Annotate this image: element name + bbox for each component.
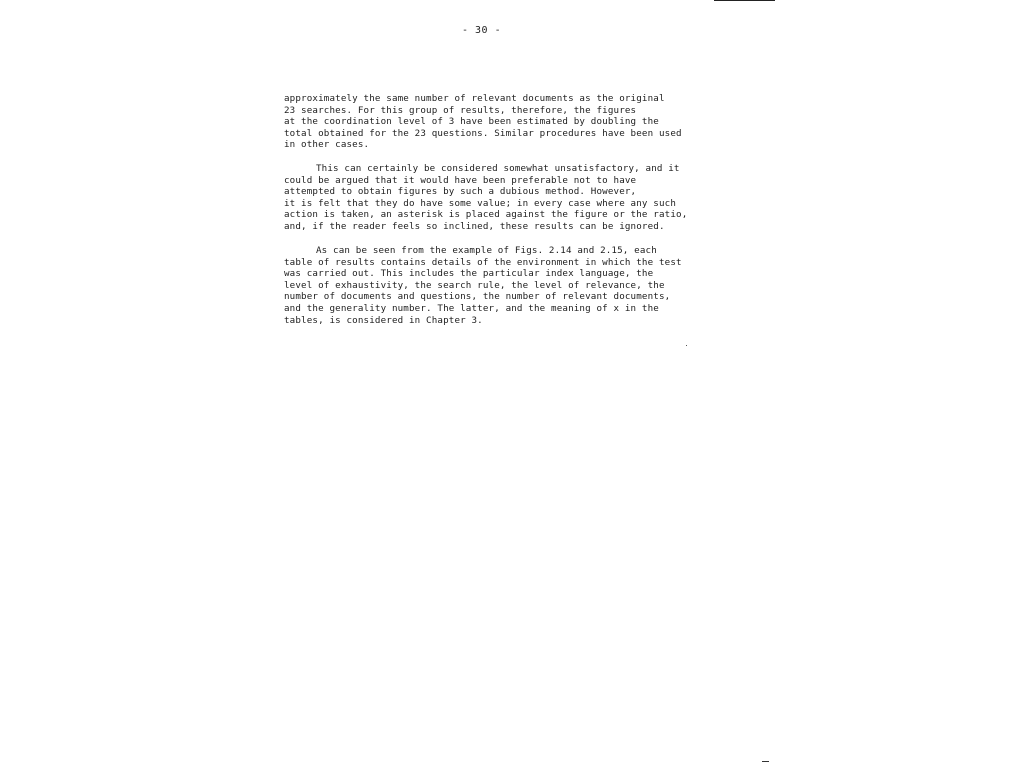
text-line: This can certainly be considered somewhat unsatisfactory, and it: [316, 163, 680, 174]
text-line: 23 searches. For this group of results, therefore, the figures: [284, 104, 637, 116]
text-line: table of results contains details of the environment in which the test: [284, 256, 682, 268]
text-line: number of documents and questions, the number of relevant documents,: [284, 291, 671, 303]
text-line: was carried out. This includes the particular index language, the: [284, 268, 654, 280]
text-line: in other cases.: [284, 139, 370, 151]
paragraph-1: [284, 93, 684, 151]
text-line: and the generality number. The latter, and the meaning of x in the: [284, 302, 659, 314]
text-line: tables, is considered in Chapter 3.: [284, 314, 483, 326]
text-line: As can be seen from the example of Figs. 2.14 and 2.15, each: [316, 245, 657, 256]
text-line: it is felt that they do have some value; in every case where any such: [284, 197, 677, 209]
text-line: approximately the same number of relevant documents as the original: [284, 93, 665, 104]
text-line: at the coordination level of 3 have been estimated by doubling the: [284, 116, 659, 128]
text-line: total obtained for the 23 questions. Similar procedures have been used: [284, 127, 682, 139]
paragraph-3: [284, 245, 684, 326]
top-rule: [714, 0, 775, 1]
text-line: level of exhaustivity, the search rule, the level of relevance, the: [284, 279, 665, 291]
scan-speck: [686, 345, 687, 346]
paragraph-2: [284, 163, 688, 233]
page-number: - 30 -: [462, 25, 502, 36]
text-line: could be argued that it would have been preferable not to have: [284, 174, 637, 186]
text-line: action is taken, an asterisk is placed against the figure or the ratio,: [284, 209, 688, 221]
text-line: attempted to obtain figures by such a dubious method. However,: [284, 186, 637, 198]
corner-mark: [762, 761, 769, 762]
text-line: and, if the reader feels so inclined, these results can be ignored.: [284, 220, 665, 232]
